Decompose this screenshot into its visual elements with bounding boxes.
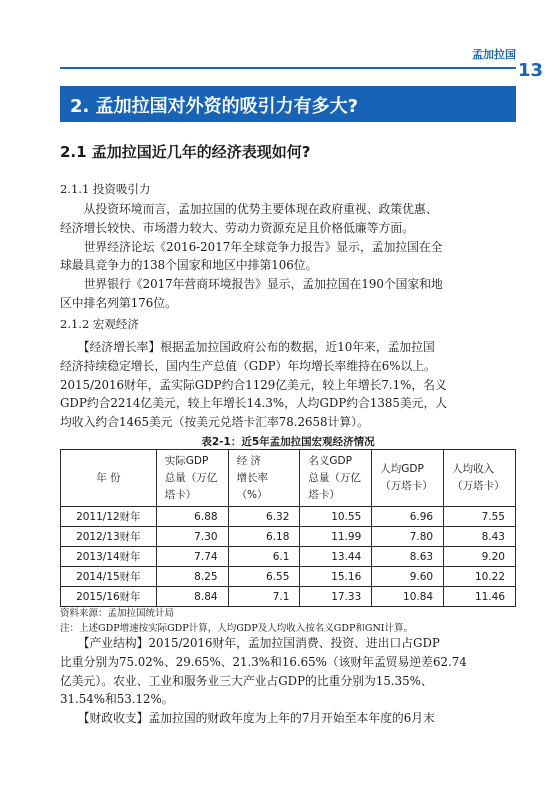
text-line: 【经济增长率】根据孟加拉国政府公布的数据，近10年来，孟加拉国 — [60, 340, 435, 354]
cell-real-gdp: 7.30 — [156, 527, 228, 547]
table-row — [61, 507, 516, 527]
subsection-heading-investment: 2.1.1 投资吸引力 — [60, 182, 151, 196]
table-row — [61, 567, 516, 587]
cell-year: 2011/12财年 — [61, 507, 157, 527]
text-line: 经济增长较快、市场潜力较大、劳动力资源充足且价格低廉等方面。 — [60, 220, 414, 235]
cell-growth-rate: 6.32 — [228, 507, 300, 527]
cell-income-per-capita: 8.43 — [444, 527, 516, 547]
structure-paragraph — [60, 634, 516, 728]
cell-year: 2013/14财年 — [61, 547, 157, 567]
cell-real-gdp: 7.74 — [156, 547, 228, 567]
header-growth-rate: 经 济 增长率 （%） — [228, 450, 300, 507]
text-line: 世界经济论坛《2016-2017年全球竞争力报告》显示，孟加拉国在全 — [60, 239, 443, 254]
cell-income-per-capita: 9.20 — [444, 547, 516, 567]
cell-nominal-gdp: 17.33 — [300, 587, 372, 607]
header-nominal-gdp: 名义GDP 总量（万亿 塔卡） — [300, 450, 372, 507]
cell-growth-rate: 7.1 — [228, 587, 300, 607]
cell-income-per-capita: 7.55 — [444, 507, 516, 527]
footnote: 注：上述GDP增速按实际GDP计算，人均GDP及人均收入按名义GDP和GNI计算。 — [60, 623, 414, 634]
header-rule — [60, 67, 516, 69]
table-row — [61, 547, 516, 567]
table-row — [61, 527, 516, 547]
cell-nominal-gdp: 13.44 — [300, 547, 372, 567]
chapter-title: 2. 孟加拉国对外资的吸引力有多大? — [70, 96, 359, 117]
cell-growth-rate: 6.1 — [228, 547, 300, 567]
text-line: 【产业结构】2015/2016财年，孟加拉国消费、投资、进出口占GDP — [60, 636, 440, 650]
cell-real-gdp: 8.84 — [156, 587, 228, 607]
cell-year: 2012/13财年 — [61, 527, 157, 547]
cell-gdp-per-capita: 9.60 — [372, 567, 444, 587]
cell-nominal-gdp: 11.99 — [300, 527, 372, 547]
header-year: 年 份 — [61, 450, 157, 507]
macro-economy-table — [60, 449, 516, 607]
cell-year: 2014/15财年 — [61, 567, 157, 587]
header-income-per-capita: 人均收入 （万塔卡） — [444, 450, 516, 507]
cell-gdp-per-capita: 10.84 — [372, 587, 444, 607]
source-note: 资料来源：孟加拉国统计局 — [60, 608, 175, 619]
text-line: 均收入约合1465美元（按美元兑塔卡汇率78.2658计算）。 — [60, 415, 369, 430]
cell-gdp-per-capita: 6.96 — [372, 507, 444, 527]
cell-gdp-per-capita: 8.63 — [372, 547, 444, 567]
section-heading-2-1: 2.1 孟加拉国近几年的经济表现如何? — [60, 143, 311, 161]
table-title: 表2-1：近5年孟加拉国宏观经济情况 — [201, 436, 375, 448]
header-real-gdp: 实际GDP 总量（万亿 塔卡） — [156, 450, 228, 507]
cell-income-per-capita: 11.46 — [444, 587, 516, 607]
cell-real-gdp: 6.88 — [156, 507, 228, 527]
text-line: 球最具竞争力的138个国家和地区中排第106位。 — [60, 258, 318, 273]
cell-income-per-capita: 10.22 — [444, 567, 516, 587]
cell-nominal-gdp: 10.55 — [300, 507, 372, 527]
cell-real-gdp: 8.25 — [156, 567, 228, 587]
page-number: 13 — [518, 60, 544, 81]
text-line: 经济持续稳定增长，国内生产总值（GDP）年均增长率维持在6%以上。 — [60, 358, 436, 373]
subsection-heading-macro: 2.1.2 宏观经济 — [60, 317, 139, 331]
text-line: GDP约合2214亿美元，较上年增长14.3%，人均GDP约合1385美元，人 — [60, 396, 448, 411]
header-gdp-per-capita: 人均GDP （万塔卡） — [372, 450, 444, 507]
text-line: 比重分别为75.02%、29.65%、21.3%和16.65%（该财年孟贸易逆差62.74 — [60, 654, 467, 669]
text-line: 31.54%和53.12%。 — [60, 692, 174, 707]
growth-paragraph — [60, 338, 516, 432]
text-line: 世界银行《2017年营商环境报告》显示，孟加拉国在190个国家和地 — [60, 277, 443, 292]
cell-gdp-per-capita: 7.80 — [372, 527, 444, 547]
running-header-title: 孟加拉国 — [472, 48, 516, 61]
text-line: 亿美元）。农业、工业和服务业三大产业占GDP的比重分别为15.35%、 — [60, 673, 433, 688]
text-line: 从投资环境而言，孟加拉国的优势主要体现在政府重视、政策优惠、 — [60, 202, 438, 216]
text-line: 2015/2016财年，孟实际GDP约合1129亿美元，较上年增长7.1%，名义 — [60, 377, 447, 392]
text-line: 区中排名列第176位。 — [60, 295, 177, 310]
chapter-banner — [60, 86, 516, 122]
cell-growth-rate: 6.18 — [228, 527, 300, 547]
text-line: 【财政收支】孟加拉国的财政年度为上年的7月开始至本年度的6月末 — [60, 711, 435, 726]
cell-nominal-gdp: 15.16 — [300, 567, 372, 587]
table-header-row — [61, 450, 516, 507]
investment-paragraph — [60, 200, 516, 313]
cell-year: 2015/16财年 — [61, 587, 157, 607]
cell-growth-rate: 6.55 — [228, 567, 300, 587]
table-row — [61, 587, 516, 607]
